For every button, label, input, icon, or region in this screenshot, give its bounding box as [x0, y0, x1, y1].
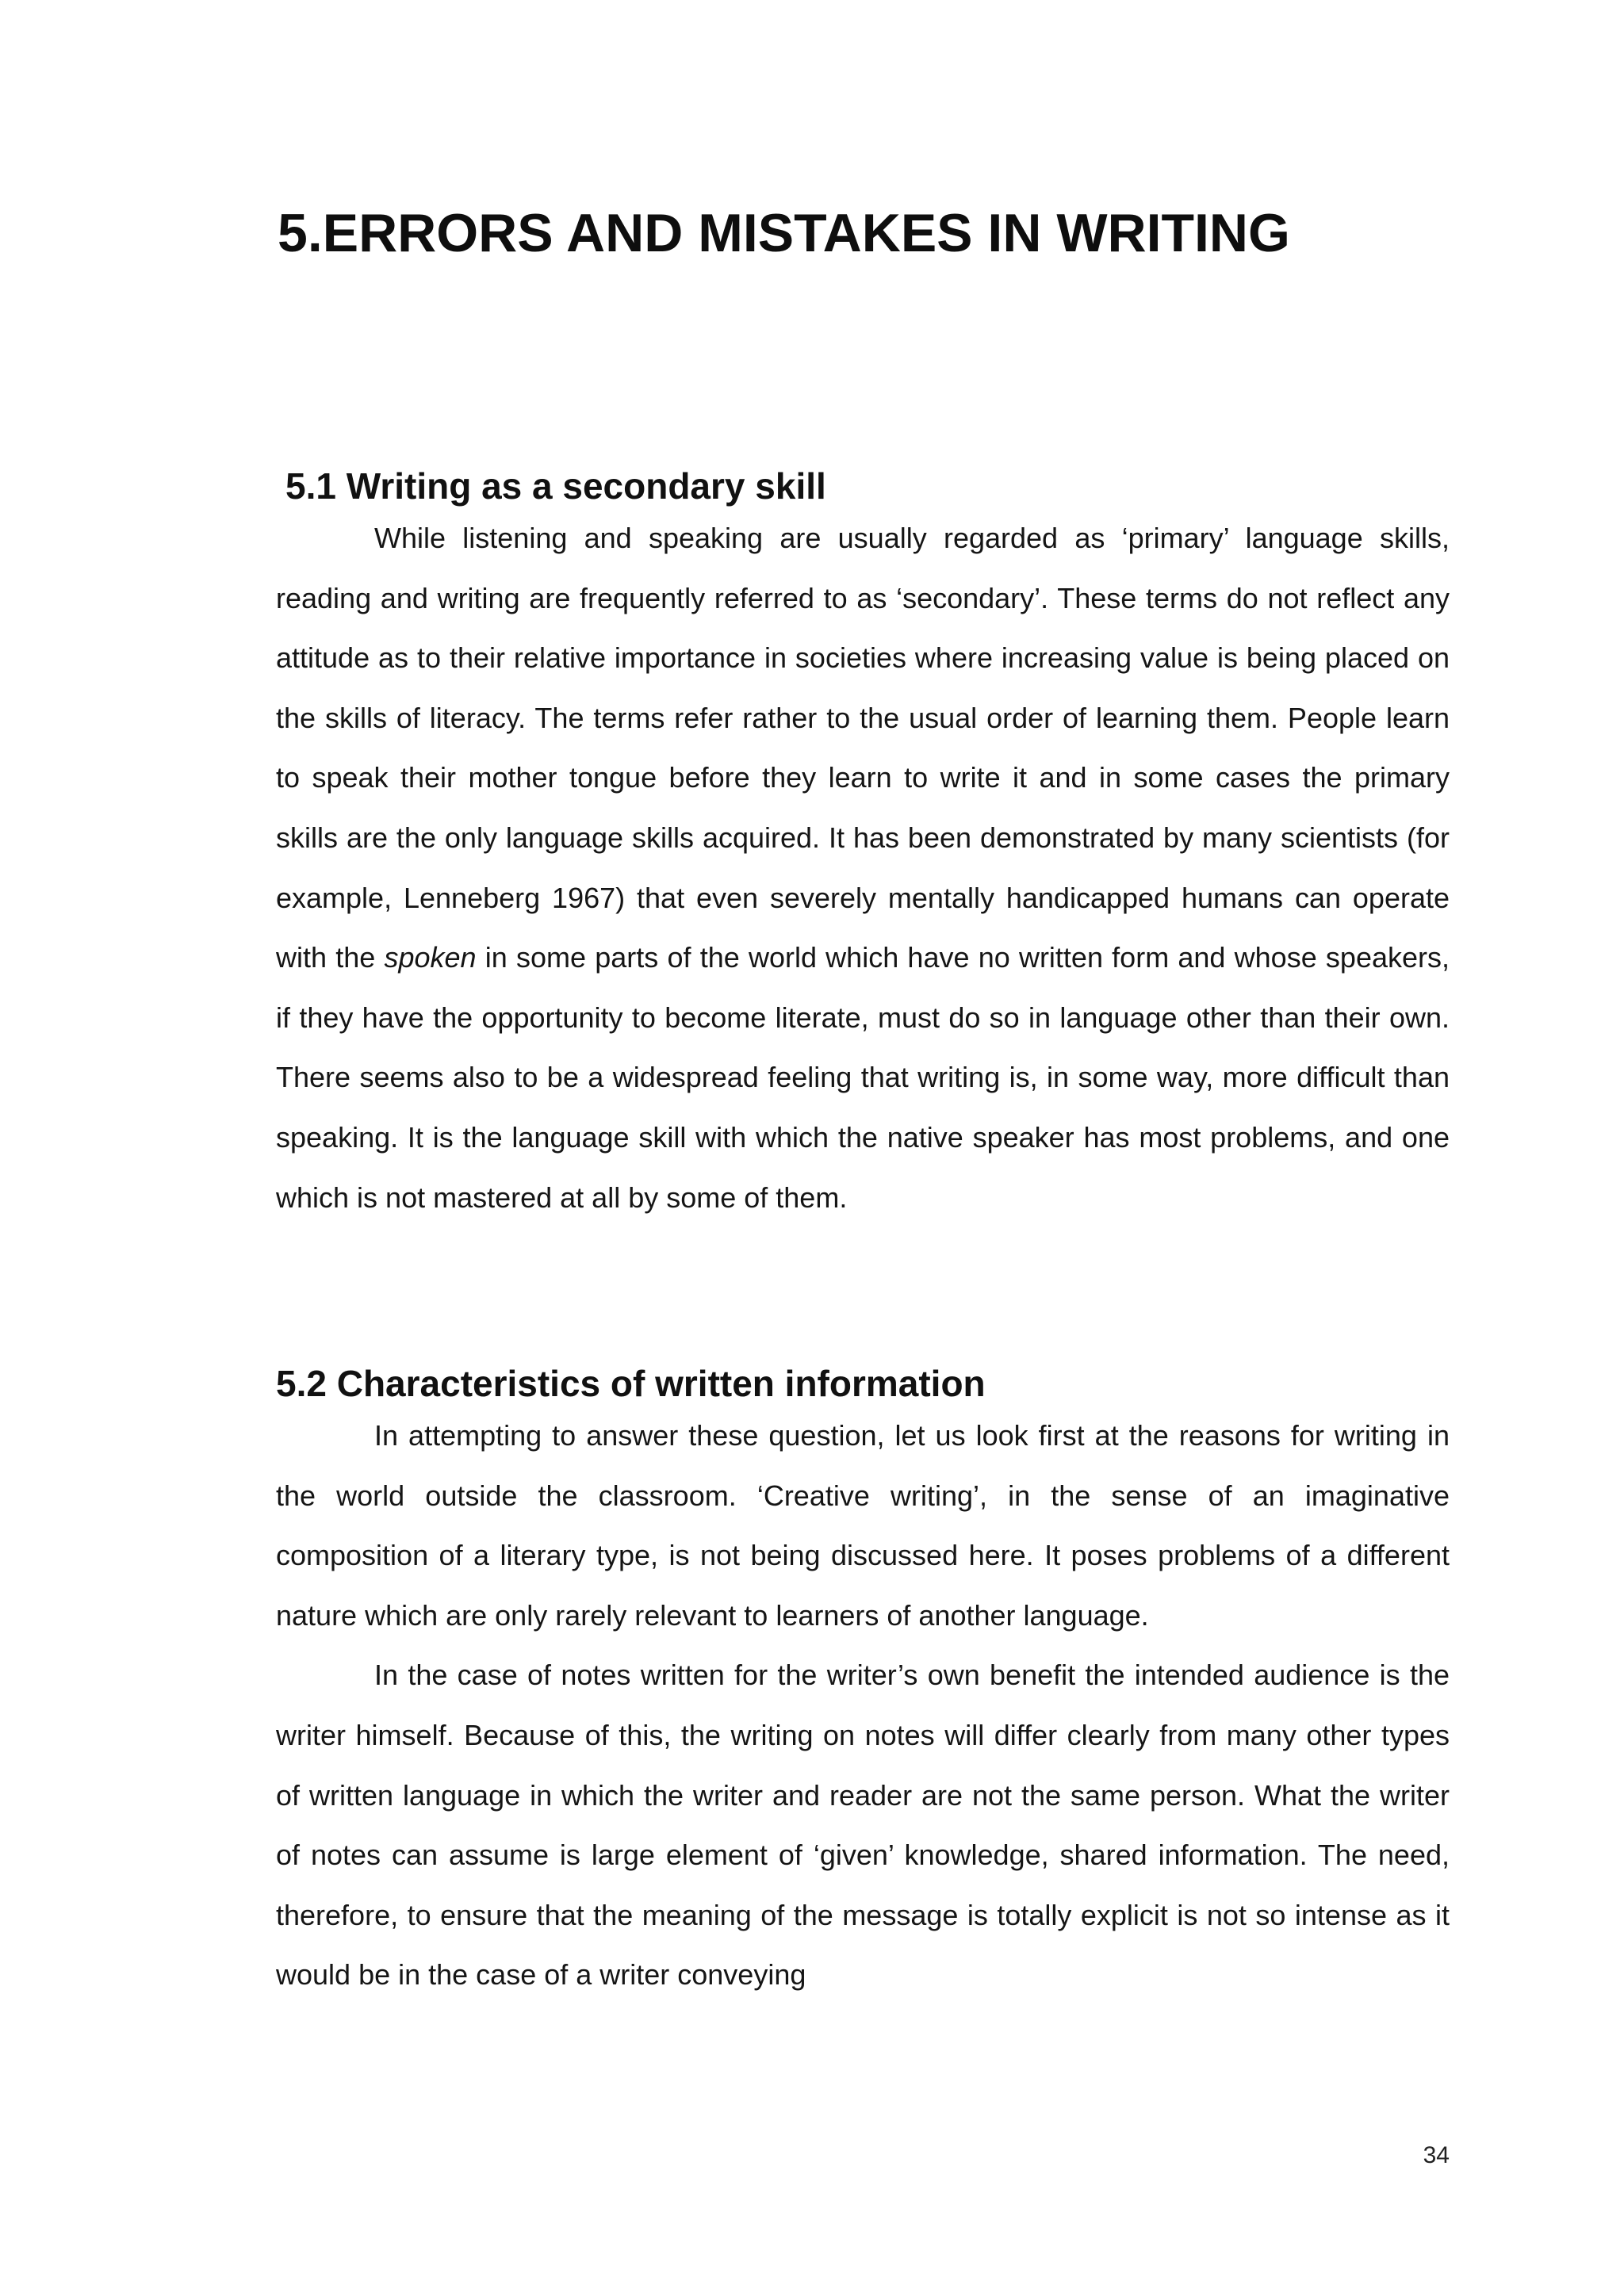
- paragraph-text: While listening and speaking are usually regarded as ‘primary’ language skills, reading and writing are frequently referred to as ‘secondary’. These terms do not reflect any attitude as to their relative importance in societies where increasing value is being placed on the skills of literacy. The terms refer rather to the usual order of learning them. People learn to speak their mother tongue before they learn to write it and in some cases the primary skills are the only language skills acquired. It has been demonstrated by many scientists (for example, Lenneberg 1967) that even severely mentally handicapped humans can operate with the: [276, 522, 1450, 974]
- section-5-1: [276, 464, 1450, 1227]
- paragraph-text: in some parts of the world which have no written form and whose speakers, if they have the opportunity to become literate, must do so in language other than their own. There seems also to be a widespread feeling that writing is, in some way, more difficult than speaking. It is the language skill with which the native speaker has most problems, and one which is not mastered at all by some of them.: [276, 941, 1450, 1214]
- paragraph: In attempting to answer these question, let us look first at the reasons for writing in the world outside the classroom. ‘Creative writing’, in the sense of an imaginative composition of a literary type, is not being discussed here. It poses problems of a different nature which are only rarely relevant to learners of another language.: [276, 1419, 1450, 1632]
- chapter-title: 5.ERRORS AND MISTAKES IN WRITING: [278, 203, 1290, 263]
- section-heading: 5.2 Characteristics of written information: [276, 1363, 986, 1404]
- emphasis-text: spoken: [384, 941, 477, 974]
- paragraph: [276, 508, 1450, 1227]
- page-number: 34: [1423, 2142, 1450, 2168]
- paragraph: In the case of notes written for the writer’s own benefit the intended audience is the writer himself. Because of this, the writing on notes will differ clearly from many other types of written language in which the writer and reader are not the same person. What the writer of notes can assume is large element of ‘given’ knowledge, shared information. The need, therefore, to ensure that the meaning of the message is totally explicit is not so intense as it would be in the case of a writer conveying: [276, 1659, 1450, 1992]
- section-heading: 5.1 Writing as a secondary skill: [285, 465, 826, 507]
- section-5-2: [276, 1361, 1450, 2005]
